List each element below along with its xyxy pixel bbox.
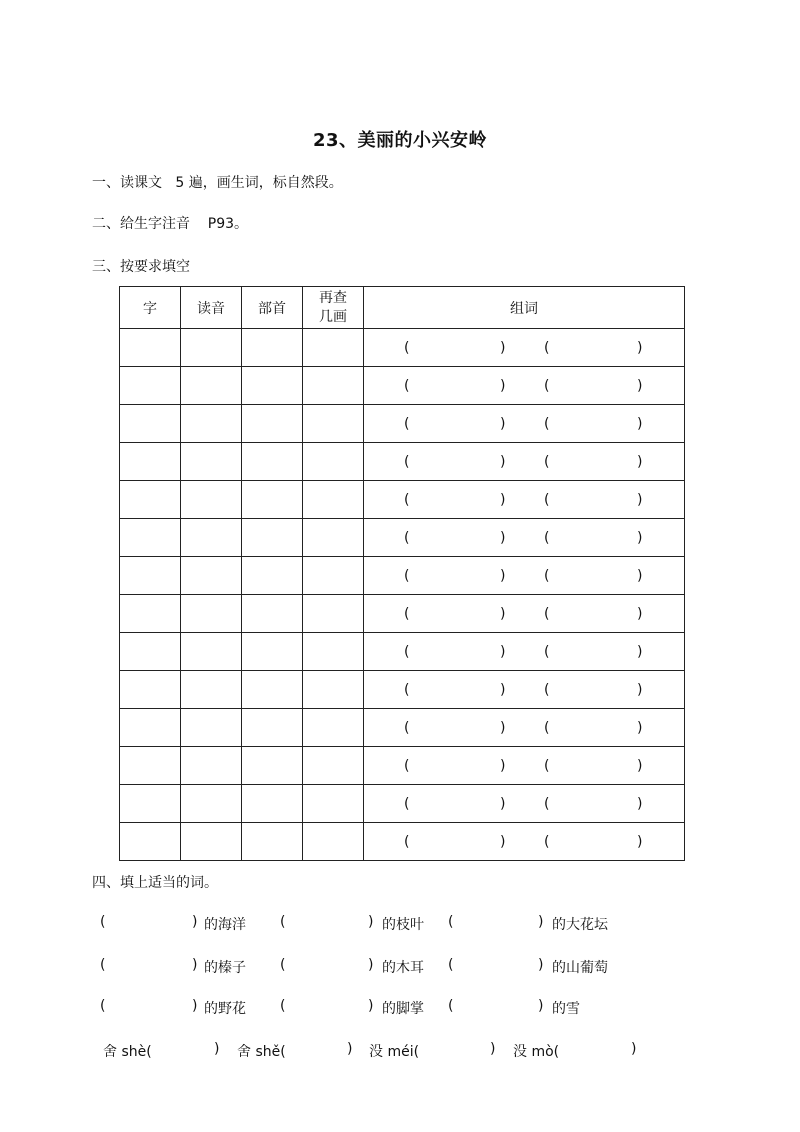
radical-cell[interactable] bbox=[242, 823, 303, 861]
table-row bbox=[120, 633, 685, 671]
blank-open-paren: ( bbox=[448, 998, 454, 1014]
table-row bbox=[120, 785, 685, 823]
strokes-cell[interactable] bbox=[303, 443, 364, 481]
char-cell[interactable] bbox=[120, 329, 181, 367]
words-cell[interactable] bbox=[364, 823, 685, 861]
word-1-open: ( bbox=[404, 833, 410, 850]
word-1-close: ) bbox=[500, 719, 506, 736]
strokes-cell[interactable] bbox=[303, 329, 364, 367]
pinyin-item-1-close: ) bbox=[214, 1041, 220, 1057]
fill-table bbox=[119, 286, 685, 861]
blank-close-paren: ) bbox=[368, 914, 374, 930]
pinyin-item-3-label: 没 méi( bbox=[369, 1044, 420, 1060]
blank-close-paren: ) bbox=[538, 914, 544, 930]
word-2-open: ( bbox=[544, 415, 550, 432]
pinyin-item-4-close: ) bbox=[631, 1041, 637, 1057]
blank-close-paren: ) bbox=[192, 957, 198, 973]
word-2-close: ) bbox=[637, 453, 643, 470]
fill-phrase: 的雪 bbox=[552, 1001, 580, 1017]
table-row bbox=[120, 443, 685, 481]
word-2-close: ) bbox=[637, 795, 643, 812]
strokes-cell[interactable] bbox=[303, 595, 364, 633]
strokes-cell[interactable] bbox=[303, 633, 364, 671]
reading-cell[interactable] bbox=[181, 595, 242, 633]
header-strokes-line2: 几画 bbox=[319, 308, 347, 325]
word-2-close: ) bbox=[637, 567, 643, 584]
blank-close-paren: ) bbox=[368, 957, 374, 973]
words-cell[interactable] bbox=[364, 481, 685, 519]
reading-cell[interactable] bbox=[181, 481, 242, 519]
table-row bbox=[120, 595, 685, 633]
words-cell[interactable] bbox=[364, 747, 685, 785]
blank-open-paren: ( bbox=[100, 998, 106, 1014]
fill-phrase: 的木耳 bbox=[382, 960, 424, 976]
table-row bbox=[120, 481, 685, 519]
word-2-open: ( bbox=[544, 833, 550, 850]
radical-cell[interactable] bbox=[242, 329, 303, 367]
word-1-open: ( bbox=[404, 415, 410, 432]
word-1-close: ) bbox=[500, 529, 506, 546]
pinyin-item-1-label: 舍 shè( bbox=[103, 1044, 152, 1060]
word-1-open: ( bbox=[404, 491, 410, 508]
strokes-cell[interactable] bbox=[303, 671, 364, 709]
reading-cell[interactable] bbox=[181, 747, 242, 785]
char-cell[interactable] bbox=[120, 633, 181, 671]
word-1-open: ( bbox=[404, 567, 410, 584]
table-row bbox=[120, 747, 685, 785]
words-cell[interactable] bbox=[364, 709, 685, 747]
radical-cell[interactable] bbox=[242, 709, 303, 747]
radical-cell[interactable] bbox=[242, 405, 303, 443]
word-2-close: ) bbox=[637, 757, 643, 774]
blank-open-paren: ( bbox=[280, 914, 286, 930]
table-row bbox=[120, 671, 685, 709]
reading-cell[interactable] bbox=[181, 405, 242, 443]
word-2-open: ( bbox=[544, 605, 550, 622]
word-2-close: ) bbox=[637, 833, 643, 850]
words-cell[interactable] bbox=[364, 595, 685, 633]
char-cell[interactable] bbox=[120, 481, 181, 519]
word-1-close: ) bbox=[500, 415, 506, 432]
blank-open-paren: ( bbox=[280, 998, 286, 1014]
word-1-close: ) bbox=[500, 643, 506, 660]
blank-close-paren: ) bbox=[538, 998, 544, 1014]
fill-phrase: 的山葡萄 bbox=[552, 960, 608, 976]
word-2-open: ( bbox=[544, 491, 550, 508]
table-row bbox=[120, 367, 685, 405]
header-strokes bbox=[303, 287, 364, 329]
word-2-close: ) bbox=[637, 643, 643, 660]
strokes-cell[interactable] bbox=[303, 709, 364, 747]
word-1-close: ) bbox=[500, 339, 506, 356]
words-cell[interactable] bbox=[364, 557, 685, 595]
radical-cell[interactable] bbox=[242, 367, 303, 405]
word-2-close: ) bbox=[637, 415, 643, 432]
word-2-open: ( bbox=[544, 529, 550, 546]
words-cell[interactable] bbox=[364, 671, 685, 709]
strokes-cell[interactable] bbox=[303, 747, 364, 785]
strokes-cell[interactable] bbox=[303, 519, 364, 557]
blank-open-paren: ( bbox=[448, 957, 454, 973]
word-2-open: ( bbox=[544, 453, 550, 470]
words-cell[interactable] bbox=[364, 519, 685, 557]
word-1-close: ) bbox=[500, 757, 506, 774]
word-1-open: ( bbox=[404, 719, 410, 736]
reading-cell[interactable] bbox=[181, 785, 242, 823]
word-1-close: ) bbox=[500, 567, 506, 584]
blank-close-paren: ) bbox=[368, 998, 374, 1014]
word-2-open: ( bbox=[544, 757, 550, 774]
reading-cell[interactable] bbox=[181, 671, 242, 709]
blank-close-paren: ) bbox=[538, 957, 544, 973]
word-1-close: ) bbox=[500, 681, 506, 698]
blank-open-paren: ( bbox=[280, 957, 286, 973]
word-2-close: ) bbox=[637, 491, 643, 508]
strokes-cell[interactable] bbox=[303, 785, 364, 823]
char-cell[interactable] bbox=[120, 405, 181, 443]
radical-cell[interactable] bbox=[242, 443, 303, 481]
char-cell[interactable] bbox=[120, 671, 181, 709]
radical-cell[interactable] bbox=[242, 595, 303, 633]
header-words: 组词 bbox=[364, 287, 685, 329]
char-cell[interactable] bbox=[120, 519, 181, 557]
char-cell[interactable] bbox=[120, 785, 181, 823]
word-2-open: ( bbox=[544, 339, 550, 356]
table-row bbox=[120, 709, 685, 747]
reading-cell[interactable] bbox=[181, 709, 242, 747]
word-2-close: ) bbox=[637, 681, 643, 698]
char-cell[interactable] bbox=[120, 747, 181, 785]
word-2-open: ( bbox=[544, 567, 550, 584]
words-cell[interactable] bbox=[364, 633, 685, 671]
words-cell[interactable] bbox=[364, 785, 685, 823]
blank-close-paren: ) bbox=[192, 914, 198, 930]
pinyin-item-3-close: ) bbox=[490, 1041, 496, 1057]
word-2-open: ( bbox=[544, 377, 550, 394]
table-header-row bbox=[120, 287, 685, 329]
blank-open-paren: ( bbox=[448, 914, 454, 930]
char-cell[interactable] bbox=[120, 595, 181, 633]
fill-phrase: 的野花 bbox=[204, 1001, 246, 1017]
radical-cell[interactable] bbox=[242, 633, 303, 671]
fill-row bbox=[100, 914, 740, 934]
radical-cell[interactable] bbox=[242, 671, 303, 709]
words-cell[interactable] bbox=[364, 405, 685, 443]
fill-phrase: 的大花坛 bbox=[552, 917, 608, 933]
radical-cell[interactable] bbox=[242, 747, 303, 785]
word-2-open: ( bbox=[544, 681, 550, 698]
word-1-open: ( bbox=[404, 339, 410, 356]
header-strokes-line1: 再查 bbox=[319, 289, 347, 306]
section-2-text: 二、给生字注音 P93。 bbox=[92, 216, 249, 232]
fill-phrase: 的榛子 bbox=[204, 960, 246, 976]
word-2-close: ) bbox=[637, 605, 643, 622]
word-1-open: ( bbox=[404, 377, 410, 394]
radical-cell[interactable] bbox=[242, 481, 303, 519]
reading-cell[interactable] bbox=[181, 519, 242, 557]
word-2-close: ) bbox=[637, 377, 643, 394]
word-1-open: ( bbox=[404, 529, 410, 546]
char-cell[interactable] bbox=[120, 823, 181, 861]
word-2-open: ( bbox=[544, 719, 550, 736]
char-cell[interactable] bbox=[120, 443, 181, 481]
word-1-open: ( bbox=[404, 453, 410, 470]
table-row bbox=[120, 557, 685, 595]
header-reading: 读音 bbox=[181, 287, 242, 329]
words-cell[interactable] bbox=[364, 367, 685, 405]
fill-row bbox=[100, 957, 740, 977]
table-row bbox=[120, 329, 685, 367]
word-2-open: ( bbox=[544, 643, 550, 660]
pinyin-item-2-label: 舍 shě( bbox=[237, 1044, 286, 1060]
pinyin-item-4-label: 没 mò( bbox=[513, 1044, 560, 1060]
word-1-close: ) bbox=[500, 491, 506, 508]
header-char: 字 bbox=[120, 287, 181, 329]
char-cell[interactable] bbox=[120, 367, 181, 405]
strokes-cell[interactable] bbox=[303, 557, 364, 595]
strokes-cell[interactable] bbox=[303, 405, 364, 443]
word-1-close: ) bbox=[500, 377, 506, 394]
words-cell[interactable] bbox=[364, 443, 685, 481]
word-1-open: ( bbox=[404, 757, 410, 774]
fill-row bbox=[100, 998, 740, 1018]
radical-cell[interactable] bbox=[242, 785, 303, 823]
page-title: 23、美丽的小兴安岭 bbox=[312, 130, 488, 151]
word-1-close: ) bbox=[500, 453, 506, 470]
section-3-text: 三、按要求填空 bbox=[92, 259, 190, 275]
word-1-close: ) bbox=[500, 795, 506, 812]
blank-open-paren: ( bbox=[100, 957, 106, 973]
char-cell[interactable] bbox=[120, 557, 181, 595]
fill-phrase: 的海洋 bbox=[204, 917, 246, 933]
word-1-open: ( bbox=[404, 643, 410, 660]
word-2-open: ( bbox=[544, 795, 550, 812]
word-2-close: ) bbox=[637, 529, 643, 546]
strokes-cell[interactable] bbox=[303, 367, 364, 405]
reading-cell[interactable] bbox=[181, 633, 242, 671]
word-1-open: ( bbox=[404, 795, 410, 812]
header-radical: 部首 bbox=[242, 287, 303, 329]
radical-cell[interactable] bbox=[242, 557, 303, 595]
fill-phrase: 的枝叶 bbox=[382, 917, 424, 933]
section-4-text: 四、填上适当的词。 bbox=[92, 875, 218, 891]
word-2-close: ) bbox=[637, 339, 643, 356]
blank-close-paren: ) bbox=[192, 998, 198, 1014]
blank-open-paren: ( bbox=[100, 914, 106, 930]
word-1-close: ) bbox=[500, 833, 506, 850]
reading-cell[interactable] bbox=[181, 367, 242, 405]
section-1-text: 一、读课文 5 遍，画生词，标自然段。 bbox=[92, 175, 343, 191]
reading-cell[interactable] bbox=[181, 329, 242, 367]
strokes-cell[interactable] bbox=[303, 481, 364, 519]
words-cell[interactable] bbox=[364, 329, 685, 367]
word-1-close: ) bbox=[500, 605, 506, 622]
radical-cell[interactable] bbox=[242, 519, 303, 557]
reading-cell[interactable] bbox=[181, 823, 242, 861]
word-1-open: ( bbox=[404, 681, 410, 698]
word-1-open: ( bbox=[404, 605, 410, 622]
pinyin-item-2-close: ) bbox=[347, 1041, 353, 1057]
char-cell[interactable] bbox=[120, 709, 181, 747]
reading-cell[interactable] bbox=[181, 557, 242, 595]
table-row bbox=[120, 519, 685, 557]
pinyin-row bbox=[103, 1041, 703, 1061]
strokes-cell[interactable] bbox=[303, 823, 364, 861]
word-2-close: ) bbox=[637, 719, 643, 736]
reading-cell[interactable] bbox=[181, 443, 242, 481]
fill-phrase: 的脚掌 bbox=[382, 1001, 424, 1017]
table-row bbox=[120, 405, 685, 443]
table-row bbox=[120, 823, 685, 861]
